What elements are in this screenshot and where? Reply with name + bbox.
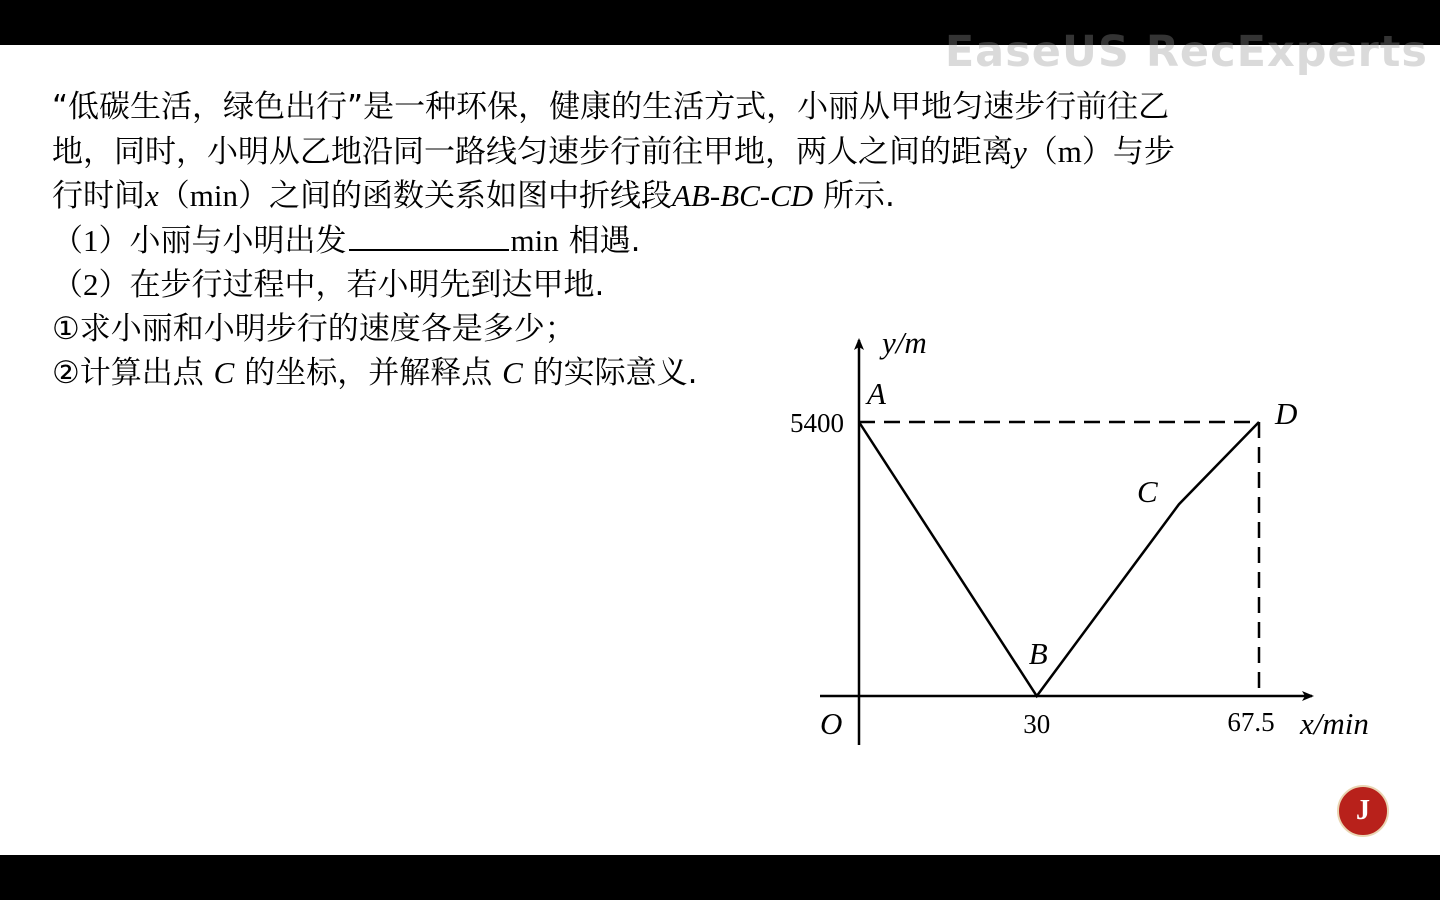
unit-m: m: [1057, 133, 1082, 169]
channel-logo: J: [1337, 785, 1389, 837]
origin-label: O: [820, 706, 843, 741]
problem-line-1: “低碳生活，绿色出行”是一种环保，健康的生活方式，小丽从甲地匀速步行前往乙: [52, 89, 1170, 125]
y-axis-label: y/m: [882, 325, 927, 360]
point-label-b: B: [1028, 636, 1048, 671]
var-y: y: [1013, 133, 1027, 169]
segment-name: AB-BC-CD: [672, 178, 814, 213]
problem-line-3: 行时间x（min）之间的函数关系如图中折线段AB-BC-CD 所示.: [52, 178, 895, 214]
point-label-a: A: [867, 376, 886, 411]
x-axis-label: x/min: [1300, 706, 1369, 741]
unit-min: min: [189, 178, 238, 213]
point-label-d: D: [1275, 396, 1298, 431]
question-2: （2）在步行过程中，若小明先到达甲地.: [52, 267, 605, 303]
x-tick-label: 67.5: [1227, 707, 1275, 737]
question-2-part-2: ②计算出点 C 的坐标，并解释点 C 的实际意义.: [52, 355, 698, 391]
x-tick-label: 30: [1023, 709, 1051, 739]
question-1: （1）小丽与小明出发 min 相遇.: [52, 222, 641, 259]
question-2-part-1: ①求小丽和小明步行的速度各是多少；: [52, 310, 576, 347]
var-x: x: [145, 178, 159, 213]
y-tick-label: 5400: [790, 408, 844, 438]
recorder-watermark: EaseUS RecExperts: [944, 27, 1428, 77]
bottom-black-bar: [0, 855, 1440, 900]
point-labels: [865, 376, 1297, 671]
problem-line-2: 地，同时，小明从乙地沿同一路线匀速步行前往甲地，两人之间的距离y（m）与步: [52, 133, 1175, 170]
point-label-c: C: [1137, 474, 1158, 510]
series-line: [859, 422, 1259, 696]
